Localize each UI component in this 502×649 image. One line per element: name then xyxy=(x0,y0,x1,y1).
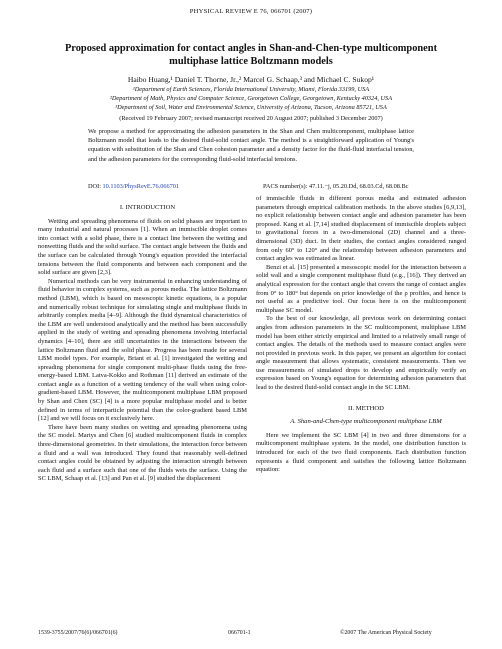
abstract: We propose a method for approximating the adhesion parameters in the Shan and Chen multicomponent, multiphase lattice Boltzmann model that leads to the desired fluid-solid contact angle. The method is a straightforward application of Young's equation with substitution of the Shan and Chen cohesion parameter and a density factor for the fluid-fluid interfacial tension, and the adhesion parameters for the corresponding fluid-solid interfacial tensions. xyxy=(88,128,414,163)
paper-title: Proposed approximation for contact angles in Shan-and-Chen-type multicomponent multiphase lattice Boltzmann models xyxy=(64,43,438,67)
intro-paragraph-2: Numerical methods can be very instrumental in enhancing understanding of fluid behavior in complex systems, such as porous media. The lattice Boltzmann method (LBM), which is based on mesoscopic kinetic equations, is a popular and numerically robust technique for simulating single and multiphase fluids in arbitrarily complex media [4–9]. Although the fluid dynamical characteristics of the LBM are well understood analytically and the method has been successfully applied in the study of wetting and spreading phenomena involving interfacial dynamics [4–10], there are still uncertainties in the interactions between the lattice Boltzmann fluid and the solid phase. Progress has been made for several LBM model types. For example, Briant et al. [1] investigated the wetting and spreading phenomena for single component multi-phase fluids using the free-energy-based LBM. Latva-Kokko and Rothman [11] derived an estimate of the contact angle as a function of a wetting tendency of the wall when using color-gradient-based LBM. However, the multicomponent multiphase LBM proposed by Shan and Chen (SC) [4] is a more popular multiphase model and is better defined in terms of interparticle potential than the color-gradient based LBM [12] and we will focus on it exclusively here. xyxy=(38,277,247,423)
section-heading-method: II. METHOD xyxy=(348,404,384,412)
footer-issn: 1539-3755/2007/76(6)/066701(6) xyxy=(38,630,118,636)
received-dates: (Received 19 February 2007; revised manuscript received 20 August 2007; published 3 December 2007) xyxy=(119,115,383,122)
subsection-heading: A. Shan-and-Chen-type multicomponent multiphase LBM xyxy=(290,418,442,426)
intro-paragraph-1: Wetting and spreading phenomena of fluids on solid phases are important to many industrial and natural processes [1]. When an immiscible droplet comes into contact with a solid phase, there is a contact line between the wetting and nonwetting fluids and the solid surface. The contact angle between the fluids and the surface can be calculated through Young's equation provided the interfacial tensions between the fluid components and between each component and the solid surface are given [2,3]. xyxy=(38,217,247,277)
method-paragraph: Here we implement the SC LBM [4] in two and three dimensions for a multicomponent multiphase system. In the model, one distribution function is introduced for each of the two fluid components. Each distribution function represents a fluid component and satisfies the following lattice Boltzmann equation: xyxy=(256,431,466,474)
intro-paragraph-3: There have been many studies on wetting and spreading phenomena using the SC model. Martys and Chen [6] studied multicomponent fluids in complex three-dimensional geometries. In their simulations, the interaction force between a fluid and a wall was introduced. They found that reasonably well-defined contact angles could be obtained by adjusting the interaction strength between each fluid and a surface such that one of the fluids wets the surface. Using the SC LBM, Schaap et al. [13] and Pan et al. [9] studied the displacement xyxy=(38,423,247,483)
affiliation-3: ³Department of Soil, Water and Environmental Science, University of Arizona, Tucson, Arizona 85721, USA xyxy=(115,104,387,111)
footer-page-number: 066701-1 xyxy=(228,630,251,636)
footer-copyright: ©2007 The American Physical Society xyxy=(340,630,432,636)
doi-label: DOI: xyxy=(88,183,101,190)
section-heading-introduction: I. INTRODUCTION xyxy=(119,204,176,211)
affiliation-2: ²Department of Math, Physics and Computer Science, Georgetown College, Georgetown, Kentucky 40324, USA xyxy=(109,95,393,102)
doi-line xyxy=(88,183,179,190)
right-column xyxy=(256,195,466,475)
right-paragraph-3: To the best of our knowledge, all previous work on determining contact angles from adhesion parameters in the SC multicomponent, multiphase LBM model has been either strictly empirical and limited to a relatively small range of contact angles. The details of the methods used to measure contact angles were not provided in previous work. In this paper, we present an algorithm for contact angle measurement that allows systematic, consistent measurements. Then we use measurements of simulated drops to develop and empirically verify an expression based on Young's equation for determining adhesion parameters that lead to the desired fluid-solid contact angle in the SC LBM. xyxy=(256,315,466,392)
doi-link[interactable]: 10.1103/PhysRevE.76.066701 xyxy=(102,183,180,190)
left-column xyxy=(38,204,247,484)
right-paragraph-2: Benzi et al. [15] presented a mesoscopic model for the interaction between a solid wall and a single component multiphase fluid (e.g., [16]). They derived an analytical expression for the contact angle that covers the range of contact angles from 0° to 180° but depends on prior knowledge of the ρ profiles, and hence is not useful as a predictive tool. Our focus here is on the multicomponent multiphase SC model. xyxy=(256,263,466,314)
running-head: PHYSICAL REVIEW E 76, 066701 (2007) xyxy=(189,8,313,15)
right-paragraph-1: of immiscible fluids in different porous media and estimated adhesion parameters through empirical calibration methods. In the above studies [6,9,13], no explicit relationship between contact angle and adhesion parameter has been proposed. Kang et al. [7,14] studied displacement of immiscible droplets subject to gravitational forces in a two-dimensional (2D) channel and a three-dimensional (3D) duct. In their studies, the contact angles considered ranged from only 60° to 120° and the relationship between adhesion parameters and contact angles was estimated as linear. xyxy=(256,195,466,263)
pacs-numbers: PACS number(s): 47.11.−j, 05.20.Dd, 68.03.Cd, 68.08.Bc xyxy=(263,183,409,190)
author-list: Haibo Huang,¹ Daniel T. Thorne, Jr.,² Marcel G. Schaap,³ and Michael C. Sukop¹ xyxy=(127,75,375,84)
affiliation-1: ¹Department of Earth Sciences, Florida International University, Miami, Florida 33199, USA xyxy=(132,86,370,93)
